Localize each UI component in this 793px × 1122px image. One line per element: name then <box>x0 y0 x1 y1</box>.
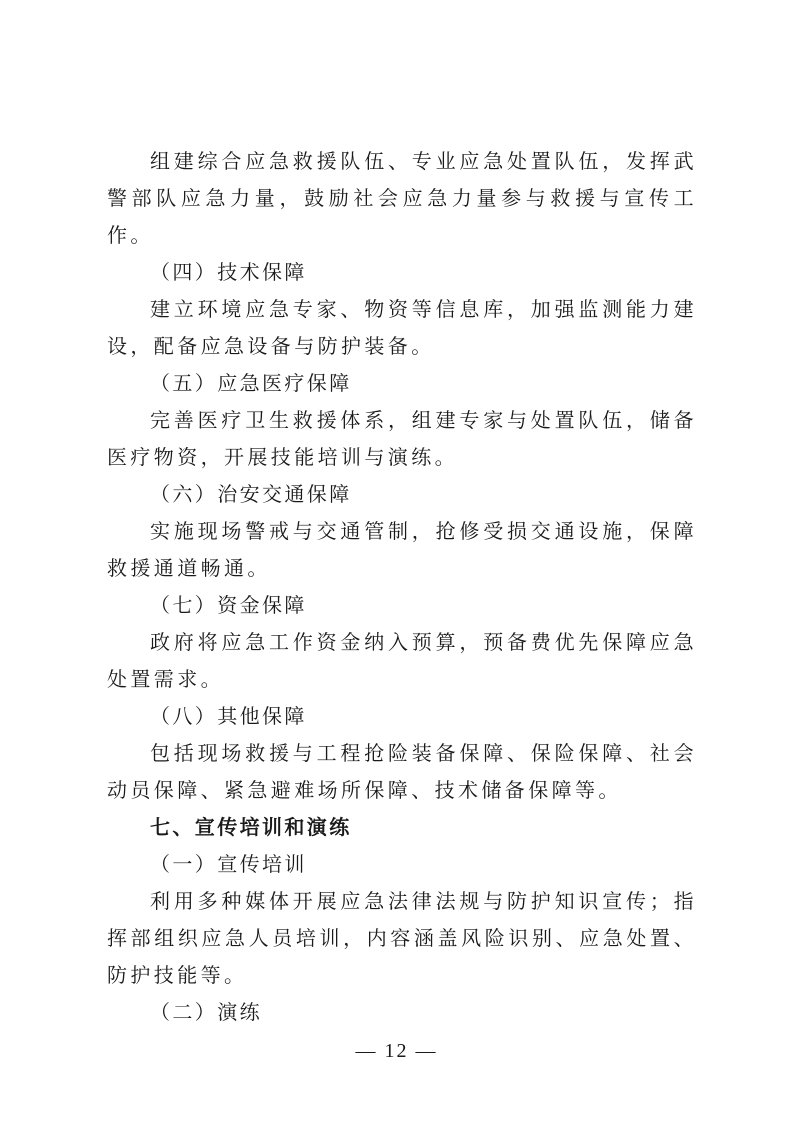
subheading-other-support: （八）其他保障 <box>150 704 307 728</box>
subheading-security-traffic: （六）治安交通保障 <box>150 482 352 506</box>
paragraph-medical-support: 完善医疗卫生救援体系，组建专家与处置队伍，储备医疗物资，开展技能培训与演练。 <box>107 408 697 469</box>
subheading-medical-support: （五）应急医疗保障 <box>150 371 352 395</box>
page-number: — 12 — <box>355 1040 438 1062</box>
paragraph-emergency-teams: 组建综合应急救援队伍、专业应急处置队伍，发挥武警部队应急力量，鼓励社会应急力量参与救援与宣传工作。 <box>107 149 697 247</box>
subheading-technical-support: （四）技术保障 <box>150 260 307 284</box>
subheading-publicity-training: （一）宣传培训 <box>150 852 307 876</box>
document-body <box>107 143 697 1031</box>
subheading-funding: （七）资金保障 <box>150 593 307 617</box>
paragraph-other-support: 包括现场救援与工程抢险装备保障、保险保障、社会动员保障、紧急避难场所保障、技术储备保障等。 <box>107 741 697 802</box>
paragraph-technical-support: 建立环境应急专家、物资等信息库，加强监测能力建设，配备应急设备与防护装备。 <box>107 297 697 358</box>
section-heading-training: 七、宣传培训和演练 <box>150 815 352 839</box>
paragraph-security-traffic: 实施现场警戒与交通管制，抢修受损交通设施，保障救援通道畅通。 <box>107 519 697 580</box>
paragraph-funding: 政府将应急工作资金纳入预算，预备费优先保障应急处置需求。 <box>107 630 697 691</box>
subheading-drills: （二）演练 <box>150 1000 262 1024</box>
paragraph-publicity-training: 利用多种媒体开展应急法律法规与防护知识宣传；指挥部组织应急人员培训，内容涵盖风险识别、应急处置、防护技能等。 <box>107 889 697 987</box>
